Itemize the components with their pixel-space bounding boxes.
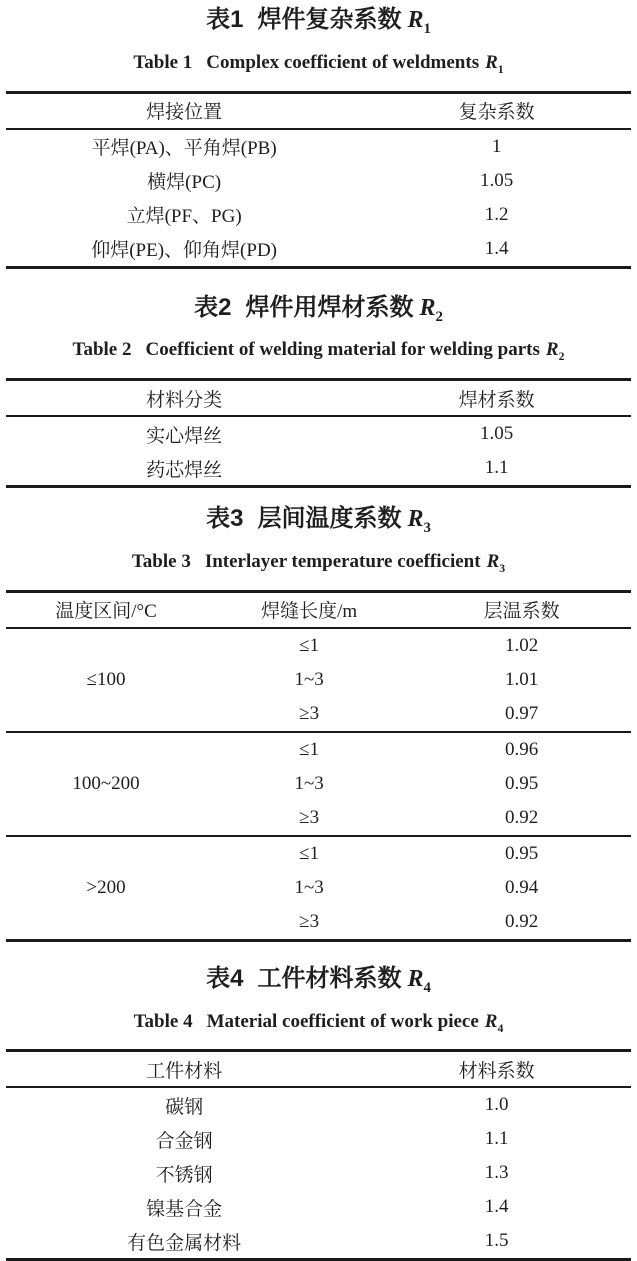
table-row [6,451,631,485]
table-row [6,198,631,232]
table4-header-row [6,1052,631,1088]
symbol-subscript: 3 [423,519,431,536]
table-row [6,417,631,451]
table-row [206,801,631,835]
symbol-subscript: 2 [558,350,565,364]
table1-symbol-en [485,51,504,76]
table-cell: 0.92 [504,910,539,932]
table2-caption-en-label: Table 2 [72,339,132,361]
table-cell: 0.95 [504,772,539,794]
table1-caption-en [0,52,637,81]
table-row [6,1088,631,1122]
table-row [206,767,631,801]
table1-symbol [407,7,431,37]
table1 [6,91,631,269]
table3-caption-zh [0,504,637,543]
table-cell: ≤1 [299,634,320,656]
table-row [6,130,631,164]
table2-caption-en [0,339,637,368]
table2-header-row [6,381,631,417]
table3-header-coefficient: 层温系数 [483,601,560,623]
table3-block [0,504,637,942]
table-cell: 不锈钢 [155,1164,213,1186]
symbol-R: R [407,506,424,533]
table1-caption-en-label: Table 1 [133,51,193,73]
symbol-R: R [486,550,500,572]
table4-caption-en-text: Material coefficient of work piece [206,1010,479,1032]
table-cell: 碳钢 [165,1096,204,1118]
table2-header-coefficient: 焊材系数 [458,389,535,411]
symbol-R: R [485,51,498,73]
table-cell: 平焊(PA)、平角焊(PB) [91,138,277,160]
table3-group-gt200 [6,837,631,939]
symbol-R: R [545,339,559,361]
table-row [6,1122,631,1156]
table-cell: 1.2 [484,203,509,225]
table3-group-rows [206,837,631,939]
table4-caption-zh [0,964,637,1003]
table-cell: ≥3 [299,910,320,932]
table-cell: 0.92 [504,806,539,828]
table-row [6,164,631,198]
table1-caption-zh [0,5,637,44]
table2-caption-zh-text: 焊件用焊材系数 [245,293,414,321]
table-cell: 1.5 [484,1230,509,1252]
table2-symbol-en [545,339,565,364]
table4-caption-zh-label: 表4 [206,964,244,992]
table-row [6,1224,631,1258]
table3-group-rows [206,733,631,835]
table2-header-material: 材料分类 [146,389,223,411]
table-row [6,232,631,266]
table-cell: 1~3 [294,668,324,690]
table-cell: 0.94 [504,876,539,898]
table-cell: ≥3 [299,806,320,828]
table-cell: 1.1 [484,1128,509,1150]
table-cell: 仰焊(PE)、仰角焊(PD) [91,240,278,262]
table-row [206,871,631,905]
table-cell: 1.3 [484,1162,509,1184]
table3-caption-zh-label: 表3 [206,505,244,533]
table3-symbol-en [486,550,506,575]
table-row [6,1156,631,1190]
table-cell: 1.05 [480,423,514,445]
table-cell: 立焊(PF、PG) [126,206,242,228]
table-row [206,905,631,939]
table3-group-rows [206,629,631,731]
table4-header-coefficient: 材料系数 [458,1060,535,1082]
symbol-R: R [407,965,424,992]
table-cell: 1.1 [484,457,509,479]
table-cell: 0.95 [504,842,539,864]
table3-caption-en-label: Table 3 [131,550,191,572]
table1-header-row [6,94,631,130]
table-cell: 1.05 [480,169,514,191]
table2-block [0,293,637,489]
table3-header-temperature: 温度区间/°C [55,601,157,623]
symbol-subscript: 1 [497,62,504,76]
symbol-subscript: 3 [499,561,506,575]
table3-group-100-200 [6,733,631,837]
table-cell: 1 [491,135,502,157]
table-cell-range: ≤100 [86,668,126,690]
table4-symbol [407,965,431,996]
table4-caption-en [0,1011,637,1040]
table2-symbol [419,294,443,325]
table1-caption-en-text: Complex coefficient of weldments [206,51,480,73]
table-row [206,697,631,731]
symbol-R: R [407,7,424,33]
table-cell: 1.01 [504,668,539,690]
table-cell: 1.0 [484,1094,509,1116]
table4-caption-zh-text: 工件材料系数 [257,964,402,992]
symbol-subscript: 2 [435,308,443,325]
table3-header-row [6,593,631,629]
table-cell: ≥3 [299,702,320,724]
table2-caption-zh-label: 表2 [194,293,232,321]
table-cell: 1.02 [504,634,539,656]
table-cell: 0.97 [504,702,539,724]
symbol-subscript: 1 [423,20,431,37]
table-cell: 合金钢 [155,1130,213,1152]
table-cell: 1~3 [294,772,324,794]
table-cell: ≤1 [299,738,320,760]
symbol-R: R [484,1010,498,1032]
table-cell: 药芯焊丝 [146,459,223,481]
table4 [6,1049,631,1261]
table-row [206,837,631,871]
table3 [6,590,631,942]
table1-caption-zh-text: 焊件复杂系数 [257,6,402,33]
table-cell-range: >200 [86,876,126,898]
table-cell: 实心焊丝 [146,425,223,447]
table-row [206,663,631,697]
table3-caption-zh-text: 层间温度系数 [257,505,402,533]
symbol-subscript: 4 [497,1021,504,1035]
table1-header-position: 焊接位置 [146,102,223,124]
table-row [206,629,631,663]
table-cell: 1.4 [484,237,509,259]
table3-header-length: 焊缝长度/m [261,601,358,623]
table4-symbol-en [484,1010,504,1035]
table3-symbol [407,506,431,536]
table-cell: 有色金属材料 [127,1232,242,1254]
table-cell: 横焊(PC) [147,172,222,194]
table-cell-range: 100~200 [72,772,140,794]
table-cell: 镍基合金 [146,1198,223,1220]
table4-block [0,964,637,1261]
table2-caption-zh [0,293,637,332]
table-cell: ≤1 [299,842,320,864]
table3-group-le100 [6,629,631,733]
table3-caption-en [0,551,637,580]
table4-caption-en-label: Table 4 [133,1010,193,1032]
symbol-subscript: 4 [423,979,431,996]
table1-block [0,5,637,269]
table-cell: 1.4 [484,1196,509,1218]
table-cell: 1~3 [294,876,324,898]
symbol-R: R [419,294,436,321]
table4-header-material: 工件材料 [146,1060,223,1082]
table1-caption-zh-label: 表1 [206,6,244,33]
table2-caption-en-text: Coefficient of welding material for welding parts [145,339,540,361]
table3-caption-en-text: Interlayer temperature coefficient [204,550,481,572]
table-row [6,1190,631,1224]
table-row [206,733,631,767]
table-cell: 0.96 [504,738,539,760]
table1-header-coefficient: 复杂系数 [458,102,535,124]
table2 [6,378,631,488]
